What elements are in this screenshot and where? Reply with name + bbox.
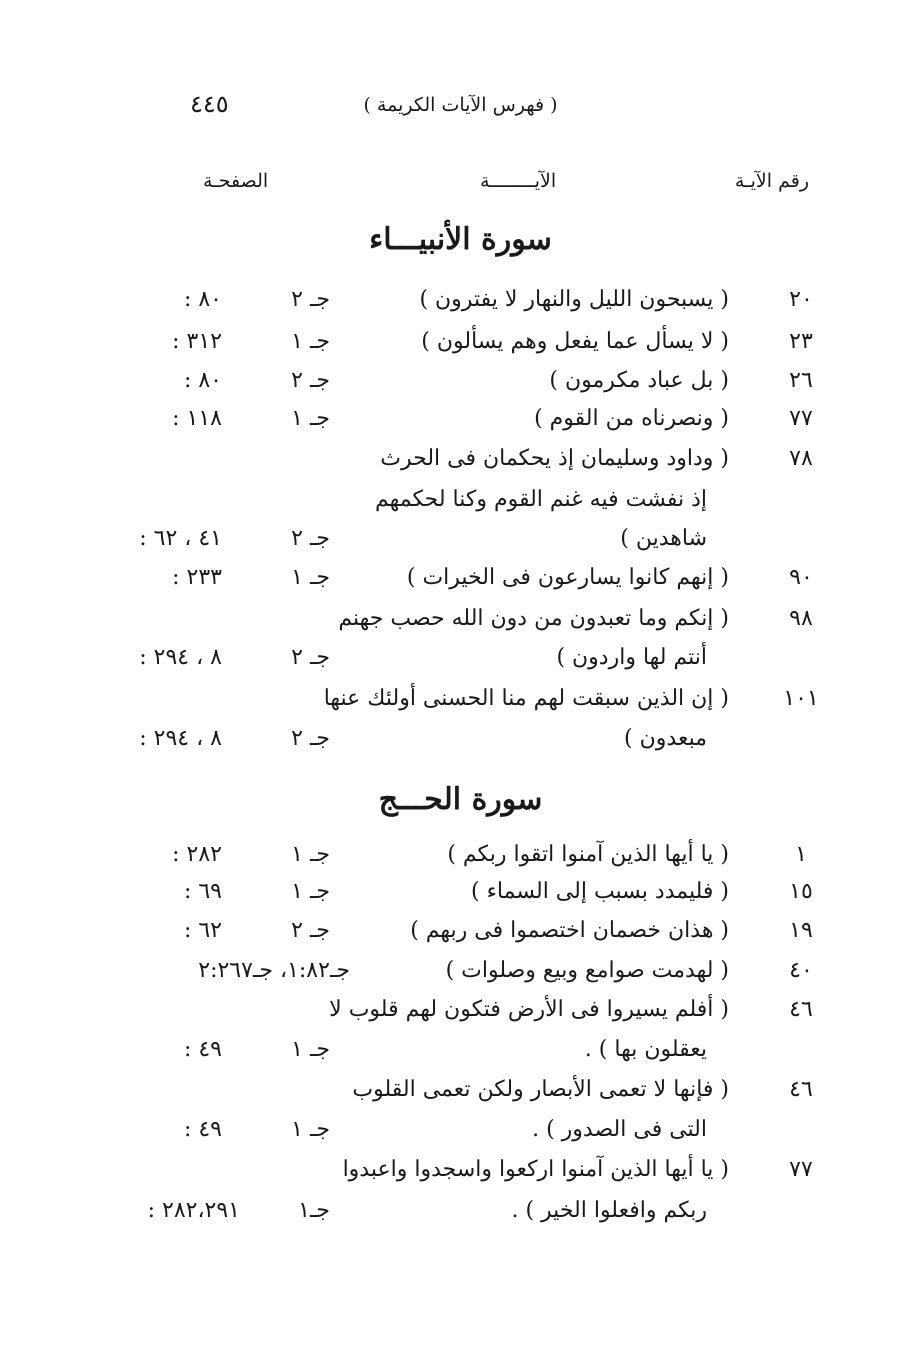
- volume: جـ ٢: [291, 645, 330, 670]
- ayah-number: ٤٦: [789, 997, 813, 1022]
- ayah-number: ١٠١: [783, 686, 819, 711]
- ayah-text: أنتم لها واردون ): [556, 645, 707, 670]
- ayah-text: ربكم وافعلوا الخير ) .: [511, 1198, 707, 1223]
- surah-title: سورة الحـــج: [378, 782, 543, 817]
- table-row: [0, 406, 921, 446]
- column-header-page: الصفحـة: [203, 170, 269, 192]
- page-ref: ٤١ ، ٦٢ :: [139, 526, 222, 551]
- ayah-number: ٤٠: [789, 958, 813, 983]
- volume: جـ ١: [291, 842, 330, 867]
- page-ref: ٨٠ :: [183, 368, 222, 393]
- ayah-number: ٢٣: [789, 329, 813, 354]
- volume: جـ ٢: [291, 726, 330, 751]
- ayah-number: ٧٨: [789, 446, 813, 471]
- ayah-text: ( لا يسأل عما يفعل وهم يسألون ): [421, 329, 729, 354]
- page-number: ٤٤٥: [190, 90, 229, 118]
- ayah-text: يعقلون بها ) .: [584, 1037, 707, 1062]
- column-header-ayah: الآيــــــــة: [480, 170, 557, 192]
- ayah-text: ( وداود وسليمان إذ يحكمان فى الحرث: [380, 446, 729, 471]
- table-row: [0, 958, 921, 998]
- volume: جـ ٢: [291, 368, 330, 393]
- ayah-text: إذ نفشت فيه غنم القوم وكنا لحكمهم: [374, 487, 707, 512]
- ayah-number: ٧٧: [789, 406, 813, 431]
- volume: جـ ١: [291, 1037, 330, 1062]
- ayah-number: ١٩: [789, 918, 813, 943]
- page-ref: ٨٠ :: [183, 287, 222, 312]
- page-ref: ٤٩ :: [183, 1037, 222, 1062]
- ayah-text: ( فليمدد بسبب إلى السماء ): [471, 879, 729, 904]
- table-row-continuation: [0, 726, 921, 766]
- ayah-text: ( يا أيها الذين آمنوا اتقوا ربكم ): [447, 842, 729, 867]
- page-ref: ٢٣٣ :: [172, 565, 222, 590]
- volume: جـ ١: [291, 879, 330, 904]
- ayah-text: ( إنهم كانوا يسارعون فى الخيرات ): [406, 565, 729, 590]
- surah-title: سورة الأنبيـــاء: [369, 222, 552, 257]
- volume: جـ١:٨٢، جـ٢:٢٦٧: [198, 958, 350, 983]
- table-row: [0, 1077, 921, 1117]
- ayah-text: ( بل عباد مكرمون ): [549, 368, 729, 393]
- ayah-text: ( ونصرناه من القوم ): [534, 406, 729, 431]
- ayah-number: ٧٧: [789, 1157, 813, 1182]
- ayah-text: ( لهدمت صوامع وبيع وصلوات ): [445, 958, 729, 983]
- running-title: ( فهرس الآيات الكريمة ): [363, 94, 558, 116]
- ayah-number: ٩٠: [789, 565, 813, 590]
- table-row: [0, 918, 921, 958]
- table-row: [0, 287, 921, 327]
- table-row-continuation: [0, 1198, 921, 1238]
- page-ref: ٨ ، ٢٩٤ :: [139, 726, 222, 751]
- page-ref: ٦٩ :: [183, 879, 222, 904]
- ayah-number: ٩٨: [789, 606, 813, 631]
- table-row: [0, 446, 921, 486]
- volume: جـ ١: [291, 565, 330, 590]
- ayah-text: ( يسبحون الليل والنهار لا يفترون ): [419, 287, 729, 312]
- page-ref: ٢٨٢ :: [172, 842, 222, 867]
- ayah-text: ( إن الذين سبقت لهم منا الحسنى أولئك عنها: [323, 686, 729, 711]
- table-row-continuation: [0, 645, 921, 685]
- volume: جـ ١: [291, 406, 330, 431]
- page-ref: ٦٢ :: [183, 918, 222, 943]
- page-ref: ١١٨ :: [172, 406, 222, 431]
- ayah-number: ٤٦: [789, 1077, 813, 1102]
- volume: جـ ٢: [291, 918, 330, 943]
- table-row: [0, 842, 921, 882]
- table-row-continuation: [0, 1117, 921, 1157]
- ayah-text: ( إنكم وما تعبدون من دون الله حصب جهنم: [338, 606, 729, 631]
- table-row: [0, 1157, 921, 1197]
- ayah-text: شاهدين ): [620, 526, 707, 551]
- table-row-continuation: [0, 526, 921, 566]
- page-ref: ٣١٢ :: [172, 329, 222, 354]
- volume: جـ ١: [291, 1117, 330, 1142]
- volume: جـ١: [298, 1198, 330, 1223]
- ayah-text: التى فى الصدور ) .: [532, 1117, 707, 1142]
- ayah-number: ٢٦: [789, 368, 813, 393]
- table-row: [0, 997, 921, 1037]
- table-row: [0, 368, 921, 408]
- table-row: [0, 606, 921, 646]
- volume: جـ ٢: [291, 287, 330, 312]
- ayah-number: ١٥: [789, 879, 813, 904]
- page-ref: ٨ ، ٢٩٤ :: [139, 645, 222, 670]
- table-row: [0, 565, 921, 605]
- table-row: [0, 686, 921, 726]
- page-ref: ٢٨٢،٢٩١ :: [147, 1198, 240, 1223]
- ayah-text: ( هذان خصمان اختصموا فى ربهم ): [410, 918, 729, 943]
- table-row-continuation: [0, 487, 921, 527]
- ayah-text: ( أفلم يسيروا فى الأرض فتكون لهم قلوب لا: [329, 997, 729, 1022]
- table-row-continuation: [0, 1037, 921, 1077]
- ayah-text: ( فإنها لا تعمى الأبصار ولكن تعمى القلوب: [352, 1077, 729, 1102]
- ayah-number: ٢٠: [789, 287, 813, 312]
- ayah-text: ( يا أيها الذين آمنوا اركعوا واسجدوا واعبدوا: [342, 1157, 729, 1182]
- table-row: [0, 329, 921, 369]
- table-row: [0, 879, 921, 919]
- volume: جـ ١: [291, 329, 330, 354]
- page-ref: ٤٩ :: [183, 1117, 222, 1142]
- ayah-number: ١: [795, 842, 807, 867]
- volume: جـ ٢: [291, 526, 330, 551]
- column-header-ayah-number: رقم الآيـة: [734, 170, 809, 192]
- ayah-text: مبعدون ): [624, 726, 707, 751]
